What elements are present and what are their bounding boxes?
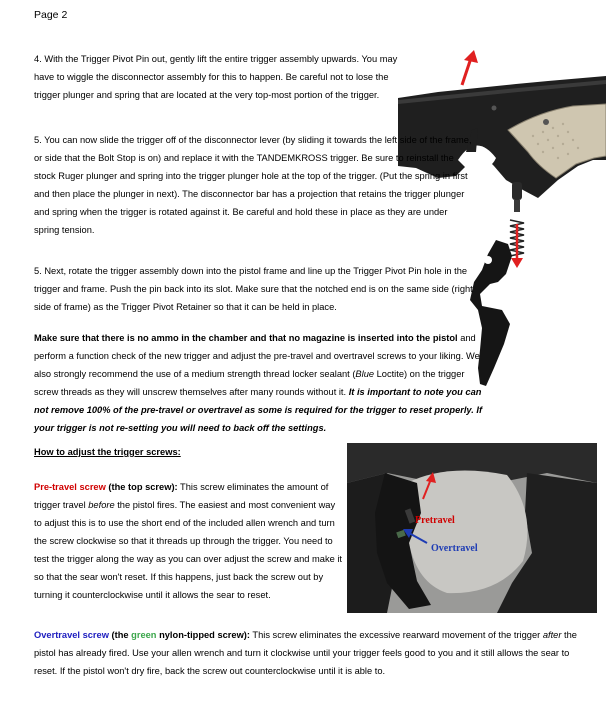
lift-arrow-icon [462,50,478,85]
page-number: Page 2 [34,9,68,21]
safety-warning: Make sure that there is no ammo in the chamber and that no magazine is inserted into the pistol and perform a function check of the new trigger and adjust the pre-travel and overtravel screws to your liking. We also strongly recommend the use of a medium strength thread locker sealant (Blue Loctite) on the trigger screw threads as they will unscrew themselves after many rounds without it. It is important to note you can not remove 100% of the pre-travel or overtravel as some is required for the trigger to reset properly. If your trigger is not re-setting you will need to back off the settings. [34,333,483,433]
step-5-next-paragraph: 5. Next, rotate the trigger assembly down into the pistol frame and line up the Trigger Pivot Pin hole in the trigger and frame. Push the pin back into its slot. Make sure that the notched end is on the same side (right side of frame) as the Trigger Pivot Retainer so that it can be held in place. [34,266,473,312]
overtravel-callout: Overtravel [431,543,478,554]
overtravel-paragraph: Overtravel screw (the green nylon-tipped screw): This screw eliminates the excessive rearward movement of the trigger after the pistol has already fired. Use your allen wrench and turn it clockwise until your trigger feels good to you and it still allows the sear to reset. If the pistol won't dry fire, back the screw out counterclockwise until it is able to. [34,630,577,676]
how-to-heading: How to adjust the trigger screws: [34,447,181,457]
step-4-paragraph: 4. With the Trigger Pivot Pin out, gently lift the entire trigger assembly upwards. You may have to wiggle the disconnector assembly for this to happen. Be careful not to lose the trigger plunger and spring that are located at the very top-most portion of the trigger. [34,54,398,100]
pretravel-callout: Pretravel [415,515,455,526]
pretravel-paragraph: Pre-travel screw (the top screw): This screw eliminates the amount of trigger travel before the pistol fires. The easiest and most convenient way to adjust this is to use the short end of the included allen wrench and turn the screw clockwise so that it threads up through the trigger. You need to test the trigger along the way as you can over adjust the screw and make it so that the sear won't reset. If this happens, just back the screw out by turning it counterclockwise until it allows the sear to reset. [34,482,342,600]
trigger-screws-figure [347,443,597,613]
pretravel-label: Pre-travel screw [34,482,106,492]
step-5-paragraph: 5. You can now slide the trigger off of the disconnector lever (by sliding it towards the left side of the frame, or side that the Bolt Stop is on) and replace it with the TANDEMKROSS trigger. Be sure to reinstall the stock Ruger plunger and spring into the trigger plunger hole at the top of the trigger. (Put the spring in first and then place the plunger in next). The disconnector bar has a projection that retains the trigger plunger and spring when the trigger is rotated against it. Be careful and hold these in place as they are under spring tension. [34,135,472,235]
overtravel-label: Overtravel screw [34,630,109,640]
